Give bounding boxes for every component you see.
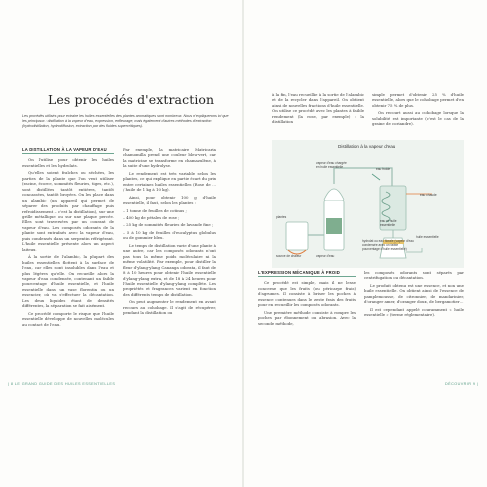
paragraph: Il est cependant appelé couramment « huile essentielle » (terme réglementaire). [364, 306, 464, 318]
paragraph: Une première méthode consiste à rompre les poches par ébonnement ou abrasion. Avec la seconde méthode, [258, 309, 356, 326]
label-oil-water: eau et huile essentielle [380, 219, 397, 227]
dome-shape [324, 189, 344, 200]
paragraph: Par exemple, la matricaire Matricaria chamomilla prend une couleur bleu-vert, car la matricine se transforme en chamazulène, à la suite d'une hydrolyse. [123, 147, 216, 169]
label-heat: source de chaleur [276, 254, 302, 258]
paragraph: À la sortie de l'alambic, la plupart des huiles essentielles flottent à la surface de l'eau, car elles sont insolubles dans l'eau et plus légères qu'elle. On recueille alors la vapeur d'eau condensée, contenant un faible pourcentage d'huile essentielle, et l'huile essentielle dans un vase florentin ou un essencier, où va s'effectuer la décantation. Les deux liquides étant de densités différentes, la séparation se fait aisément. [22, 254, 114, 309]
left-column-1 [22, 147, 114, 329]
list-item: – 400 kg de pétales de rose ; [123, 214, 180, 220]
right-column-bottom-1 [258, 270, 356, 328]
paragraph: Le produit obtenu est une essence, et non une huile essentielle. On obtient ainsi de l'essence de pamplemousse, de citronnier, de mandarinier, d'oranger amer, d'oranger doux, de bergamotier… [364, 282, 464, 305]
paragraph: simple permet d'obtenir 25 % d'huile essentielle, alors que le cohobage permet d'en obtenir 75 % de plus. [372, 92, 464, 108]
plants-shape [326, 218, 342, 234]
paragraph: Ce procédé est simple, mais il ne lesse concerne que les fruits (ou péricarpe frais) d'agrumes. Il consiste à briser les poches à essence contenues dans le zeste frais des fruits pour en recueillir les composés odorants. [258, 280, 356, 308]
list-item: – 5 à 10 kg de feuilles d'eucalyptus globulus ou de gommier bleu. [123, 229, 216, 241]
list-item: – 1 tonne de feuilles de cotinus ; [123, 207, 187, 213]
cold-water-pipe-shape [372, 174, 380, 180]
paragraph: Ainsi, pour obtenir 100 g d'huile essentielle, il faut, selon les plantes : [123, 194, 216, 206]
section-heading-expression: L'EXPRESSION MÉCANIQUE À FROID [258, 270, 356, 277]
label-vapor: vapeur d'eau chargée en huile essentielle [316, 161, 347, 169]
page-title: Les procédés d'extraction [48, 92, 215, 107]
paragraph: à la fin, l'eau recueillie à la sortie de l'alambic et de la recycler dans l'appareil. On obtient ainsi de nouvelles fractions d'huile essentielle. On utilise ce procédé avec les plantes à faible rendement (la rose, par exemple) : la distillation [272, 92, 364, 125]
paragraph: Le temps de distillation varie d'une plante à une autre, car les composés odorants n'ont pas tous la même poids moléculaire ni la même volatilité. Par exemple, pour distiller la fleur d'ylang-ylang Cananga odorata, il faut de 8 à 10 heures pour obtenir l'huile essentielle d'ylang-ylang extra, et de 18 à 24 heures pour l'huile essentielle d'ylang-ylang complète. Les propriétés et fragrances varient en fonction des différents temps de distillation. [123, 242, 216, 297]
figure-title: Distillation à la vapeur d'eau [338, 144, 396, 149]
section-heading-distillation: LA DISTILLATION À LA VAPEUR D'EAU [22, 147, 114, 154]
label-plants: plantes [276, 215, 287, 219]
intro-paragraph: Les procédés utilisés pour extraire les huiles essentielles des plantes aromatiques sont nombreux. Nous n'expliquerons ici que les principaux : distillation à la vapeur d'eau, expression, enfleurage, mais également d'autres méthodes d'extraction (hydrodistillation, hydrodiffusion, extraction par des fluides supercritiques). [22, 114, 229, 129]
label-hydrolat: hydrolat ou eau florale (vapeur d'eau condensée avec un faible pourcentage d'huile essentielle) [362, 239, 414, 251]
label-cold-water: eau froide [376, 167, 391, 171]
paragraph: Le rendement est très variable selon les plantes, ce qui explique en partie écart du prix entre certaines huiles essentielles (Rose de ... / huile de 1 kg à 10 kg). [123, 170, 216, 193]
list-item: – 25 kg de sommités fleuries de lavande fine ; [123, 222, 214, 228]
left-column-2 [123, 147, 216, 318]
boiler-shape [286, 222, 308, 250]
paragraph: Qu'elles soient fraîches ou séchées, les parties de la plante que l'on veut utiliser (racine, écorce, sommités fleuries, tiges, etc.), sont distillées tantôt entières, tantôt concassées, tantôt broyées. On les place dans un alambic (un appareil qui permet de séparer des produits par chauffage puis refroidissement – c'est la distillation), sur une grille métallique ou sur une plaque percée. Elles sont traversées par un courant de vapeur d'eau. Les composés odorants de la plante sont entraînés avec la vapeur d'eau, puis condensés dans un serpentin réfrigérant. L'huile essentielle présente alors un aspect laiteux. [22, 170, 114, 252]
label-oil: huile essentielle [416, 235, 439, 239]
right-column-top-2 [372, 92, 464, 129]
book-gutter [242, 0, 244, 487]
paragraph: Ce procédé comporte le risque que l'huile essentielle développe de nouvelles molécules au contact de l'eau. [22, 310, 114, 327]
paragraph: On l'utilise pour obtenir les huiles essentielles et les hydrolats. [22, 157, 114, 168]
paragraph: les composés odorants sont séparés par centrifugation ou décantation. [364, 270, 464, 281]
right-column-bottom-2 [364, 270, 464, 320]
right-column-top-1 [272, 92, 364, 127]
footer-right: DÉCOUVRIR 9 | [445, 382, 479, 386]
label-hot-water: eau chaude [420, 193, 437, 197]
paragraph: On recourt aussi au cohobage lorsque la solubilité est importante (c'est le cas de la graine de coriandre). [372, 110, 464, 127]
footer-left: | 8 LE GRAND GUIDE DES HUILES ESSENTIELLES [8, 382, 116, 386]
label-water-vapor: vapeur d'eau [316, 254, 335, 258]
paragraph: On peut augmenter le rendement en avant recours au cohobage. Il s'agit de récupérer, pendant la distillation ou [123, 299, 216, 316]
